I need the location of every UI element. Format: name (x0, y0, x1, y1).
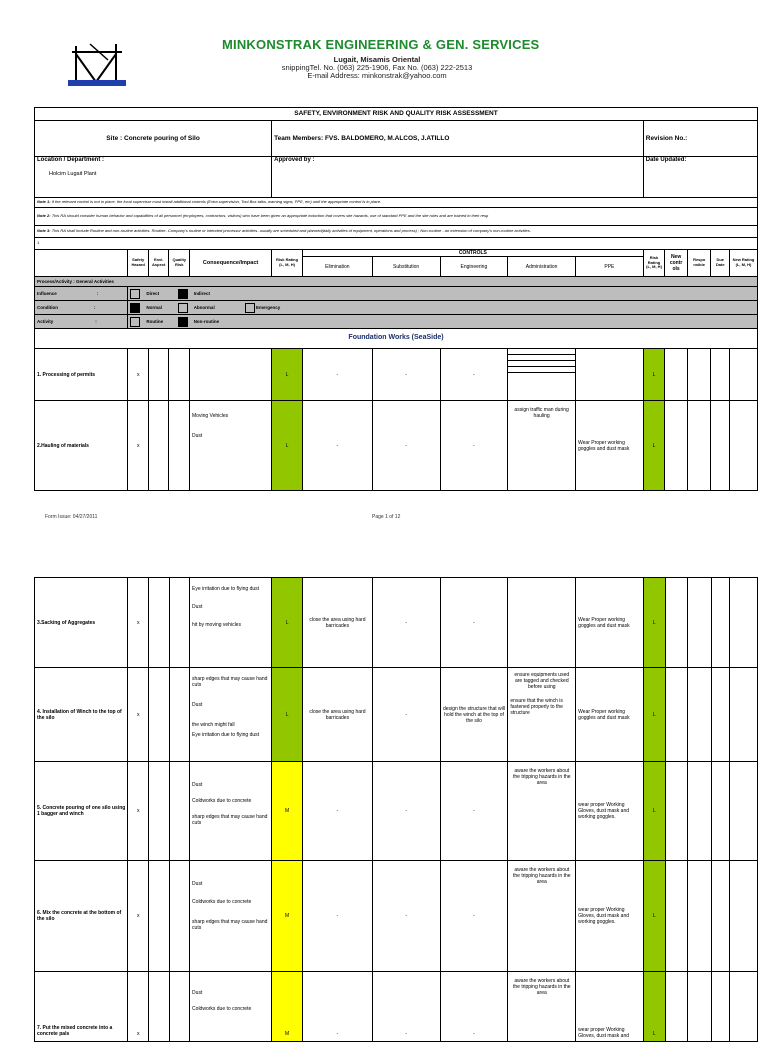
risk-rating-2-cell: L (643, 349, 665, 401)
substitution-cell: - (372, 972, 440, 1042)
influence-row: Influence : (35, 287, 128, 301)
ppe-cell: wear proper Working Gloves, dust mask and working goggles. (576, 861, 644, 972)
risk-rating-cell: M (272, 762, 303, 861)
elimination-cell: - (303, 972, 373, 1042)
elimination-cell: - (302, 349, 372, 401)
consequence-cell: Moving Vehicles Dust (190, 401, 272, 491)
company-phones: snippingTel. No. (063) 225-1906, Fax No. (063) 222-2513 (281, 63, 473, 72)
engineering-cell: - (440, 762, 508, 861)
activity-cell: 6. Mix the concrete at the bottom of the silo (35, 861, 128, 972)
abnormal-checkbox[interactable] (178, 303, 188, 313)
company-name: MINKONSTRAK ENGINEERING & GEN. SERVICES (222, 37, 540, 52)
company-address: Lugait, Misamis Oriental (333, 55, 421, 64)
col-controls: CONTROLS (302, 250, 643, 257)
section-heading: Foundation Works (SeaSide) (35, 329, 758, 349)
risk-rating-cell: M (272, 861, 303, 972)
col-risk-rating-2: Risk Rating (L, M, H) (643, 250, 665, 277)
administration-cell: aware the workers about the tripping hazards in the area (508, 861, 576, 972)
substitution-cell: - (372, 578, 440, 668)
consequence-cell: Dust Coldworks due to concrete sharp edges that may cause hand cuts (190, 861, 272, 972)
condition-row: Condition : (35, 301, 128, 315)
risk-rating-2-cell: L (643, 762, 665, 861)
col-new-controls: New contr ols (665, 250, 688, 277)
doc-title: SAFETY, ENVIRONMENT RISK AND QUALITY RISK ASSESSMENT (35, 108, 758, 121)
risk-rating-cell: L (272, 578, 303, 668)
indirect-checkbox[interactable] (178, 289, 188, 299)
col-engineering: Engineering (440, 257, 508, 277)
safety-mark: x (128, 668, 149, 762)
risk-rating-cell: L (272, 401, 303, 491)
substitution-cell: - (372, 349, 440, 401)
approved-by-field: Approved by : (272, 157, 644, 198)
risk-rating-2-cell: L (643, 401, 665, 491)
note-3: Note 3: This RA shall include Routine and non-routine activities. Routine- Company's routine or intended processor activities- usually are scheduled and planned(daily activities of equipment, operations and process) ; Non-routine - an extension of company's non-routine activities. (35, 226, 758, 238)
administration-cell: ensure equipments used are tagged and checked before using ensure that the winch is fastened properly to the structure (508, 668, 576, 762)
emergency-label: Emergency (255, 304, 281, 310)
note-1: Note 1: If the relevant control is not in place, the local supervisor must install additional controls (Extra supervision, Tool Box talks, warning signs, PPE, etc) until the appropriate control is in place. (35, 198, 758, 208)
col-administration: Administration (508, 257, 576, 277)
risk-assessment-table-page2 (34, 577, 758, 1042)
elimination-cell: - (303, 762, 373, 861)
col-risk-rating: Risk Rating (L, M, H) (272, 250, 303, 277)
table-row (35, 349, 758, 401)
table-row (35, 668, 758, 762)
revision-field: Revision No.: (643, 121, 757, 157)
safety-mark: x (128, 578, 149, 668)
direct-label: Direct (146, 290, 160, 296)
engineering-cell: - (440, 861, 508, 972)
administration-cell: aware the workers about the tripping hazards in the area (508, 762, 576, 861)
ppe-cell: Wear Proper working goggles and dust mask (576, 668, 644, 762)
administration-cell (508, 349, 576, 401)
ppe-cell: Wear Proper working goggles and dust mask (576, 578, 644, 668)
routine-label: Routine (146, 318, 164, 324)
ppe-cell: wear proper Working Gloves, dust mask and (576, 972, 644, 1042)
risk-rating-cell: L (272, 349, 303, 401)
engineering-cell: - (440, 349, 508, 401)
safety-mark: x (128, 349, 149, 401)
activity-cell: 5. Concrete pouring of one silo using 1 bagger and winch (35, 762, 128, 861)
risk-rating-cell: M (272, 972, 303, 1042)
abnormal-label: Abnormal (193, 304, 215, 310)
normal-checkbox[interactable] (130, 303, 140, 313)
consequence-cell (190, 349, 272, 401)
safety-mark: x (128, 861, 149, 972)
col-consequence: Consequence/Impact (190, 250, 272, 277)
company-logo (68, 42, 126, 88)
consequence-cell: Dust Coldworks due to concrete (190, 972, 272, 1042)
risk-assessment-table-page1 (34, 107, 758, 491)
engineering-cell: design the structure that will hold the winch at the top of the silo (440, 668, 508, 762)
col-substitution: Substitution (372, 257, 440, 277)
routine-checkbox[interactable] (130, 317, 140, 327)
substitution-cell: - (372, 401, 440, 491)
note-2: Note 2: This RA should consider human behavior and capabilities of all personnel (employees, contractors, visitors) who have been given an appropriate induction that covers site hazards, use of standard PPE and the site rules and are trained in their resp (35, 208, 758, 226)
substitution-cell: - (372, 668, 440, 762)
nonroutine-checkbox[interactable] (178, 317, 188, 327)
consequence-cell: Dust Coldworks due to concrete sharp edges that may cause hand cuts (190, 762, 272, 861)
activity-cell: 7. Put the mixed concrete into a concrete pals (35, 972, 128, 1042)
risk-rating-2-cell: L (643, 668, 665, 762)
table-row (35, 861, 758, 972)
activity-cell: 4. Installation of Winch to the top of the silo (35, 668, 128, 762)
site-field: Site : Concrete pouring of Silo (35, 121, 272, 157)
ppe-cell: Wear Proper working goggles and dust mask (576, 401, 644, 491)
risk-rating-2-cell: L (643, 861, 665, 972)
page-number: Page 1 of 12 (372, 514, 401, 520)
table-row (35, 401, 758, 491)
safety-mark: x (128, 972, 149, 1042)
administration-cell: aware the workers about the tripping hazards in the area (508, 972, 576, 1042)
col-envi-aspect: Envi. Aspect (148, 250, 169, 277)
engineering-cell: - (440, 972, 508, 1042)
engineering-cell: - (440, 401, 508, 491)
direct-checkbox[interactable] (130, 289, 140, 299)
risk-rating-2-cell: L (643, 972, 665, 1042)
process-activity-row: Process/Activity : General Activities (35, 277, 758, 287)
administration-cell: assign traffic man during hauling (508, 401, 576, 491)
ppe-cell: wear proper Working Gloves, dust mask and working goggles. (576, 762, 644, 861)
risk-rating-2-cell: L (643, 578, 665, 668)
consequence-cell: Eye irritation due to flying dust Dust hit by moving vehicles (190, 578, 272, 668)
activity-cell: 3.Sacking of Aggregates (35, 578, 128, 668)
col-elimination: Elimination (302, 257, 372, 277)
emergency-checkbox[interactable] (245, 303, 255, 313)
elimination-cell: - (303, 861, 373, 972)
safety-mark: x (128, 762, 149, 861)
substitution-cell: - (372, 762, 440, 861)
col-quality-risk: Quality Risk (169, 250, 190, 277)
substitution-cell: - (372, 861, 440, 972)
elimination-cell: close the area using hard barricades (303, 668, 373, 762)
table-row (35, 972, 758, 1042)
elimination-cell: - (302, 401, 372, 491)
elimination-cell: close the area using hard barricades (303, 578, 373, 668)
activity-cell: 2.Hauling of materials (35, 401, 128, 491)
form-issue: Form Issue: 04/27/2011 (45, 514, 98, 520)
col-ppe: PPE (576, 257, 644, 277)
table-row (35, 578, 758, 668)
col-safety-hazard: Safety Hazard (128, 250, 149, 277)
table-row (35, 762, 758, 861)
engineering-cell: - (440, 578, 508, 668)
col-due-date: Due Date (711, 250, 729, 277)
date-updated-field: Date Updated: (643, 157, 757, 198)
col-process (35, 250, 128, 277)
safety-mark: x (128, 401, 149, 491)
activity-cell: 1. Processing of permits (35, 349, 128, 401)
team-members-field: Team Members: FVS. BALDOMERO, M.ALCOS, J.ATILLO (272, 121, 644, 157)
company-email: E-mail Address: minkonstrak@yahoo.com (307, 71, 447, 80)
consequence-cell: sharp edges that may cause hand cuts Dust the winch might fall Eye irritation due to flying dust (190, 668, 272, 762)
location-label: Location / Department : (37, 157, 105, 163)
normal-label: Normal (146, 304, 162, 310)
col-responsible: Respo nsible (687, 250, 711, 277)
risk-rating-cell: L (272, 668, 303, 762)
ppe-cell (576, 349, 644, 401)
indirect-label: Indirect (193, 290, 210, 296)
blank-row: 1 (35, 238, 758, 250)
location-value: Holcim Lugait Plant (49, 171, 97, 178)
activity-row: Activity : (35, 315, 128, 329)
administration-cell (508, 578, 576, 668)
col-new-rating: New Rating (L, M, H) (729, 250, 757, 277)
nonroutine-label: Non-routine (193, 318, 220, 324)
